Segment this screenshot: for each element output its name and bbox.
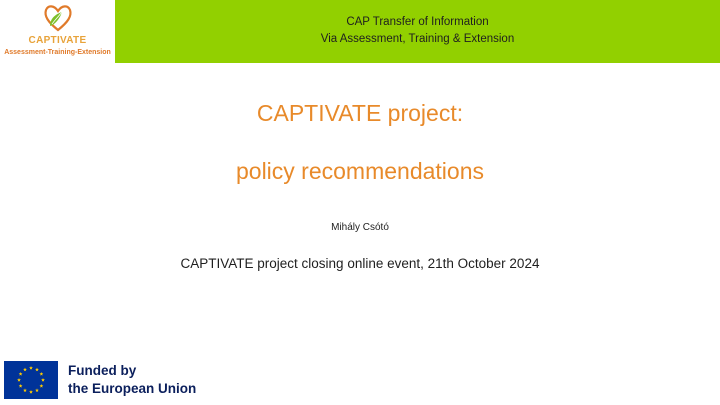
header-line-1: CAP Transfer of Information — [346, 16, 489, 28]
funding-line-2: the European Union — [68, 381, 197, 396]
eu-flag-icon — [4, 361, 58, 399]
heart-leaf-icon — [40, 2, 76, 34]
header-line-2: Via Assessment, Training & Extension — [320, 33, 515, 45]
event-description: CAPTIVATE project closing online event, 21th October 2024 — [180, 256, 540, 271]
eu-funding-badge — [0, 357, 215, 405]
logo-tagline: Assessment-Training-Extension — [4, 49, 111, 56]
header-bar — [0, 0, 720, 63]
slide-title-line-2: policy recommendations — [235, 158, 484, 184]
funding-line-1: Funded by — [68, 363, 137, 378]
author-name: Mihály Csótó — [331, 222, 389, 233]
logo-name: CAPTIVATE — [28, 35, 87, 46]
slide-title-line-1: CAPTIVATE project: — [256, 100, 464, 126]
header-band — [115, 0, 720, 63]
captivate-logo — [0, 0, 115, 63]
